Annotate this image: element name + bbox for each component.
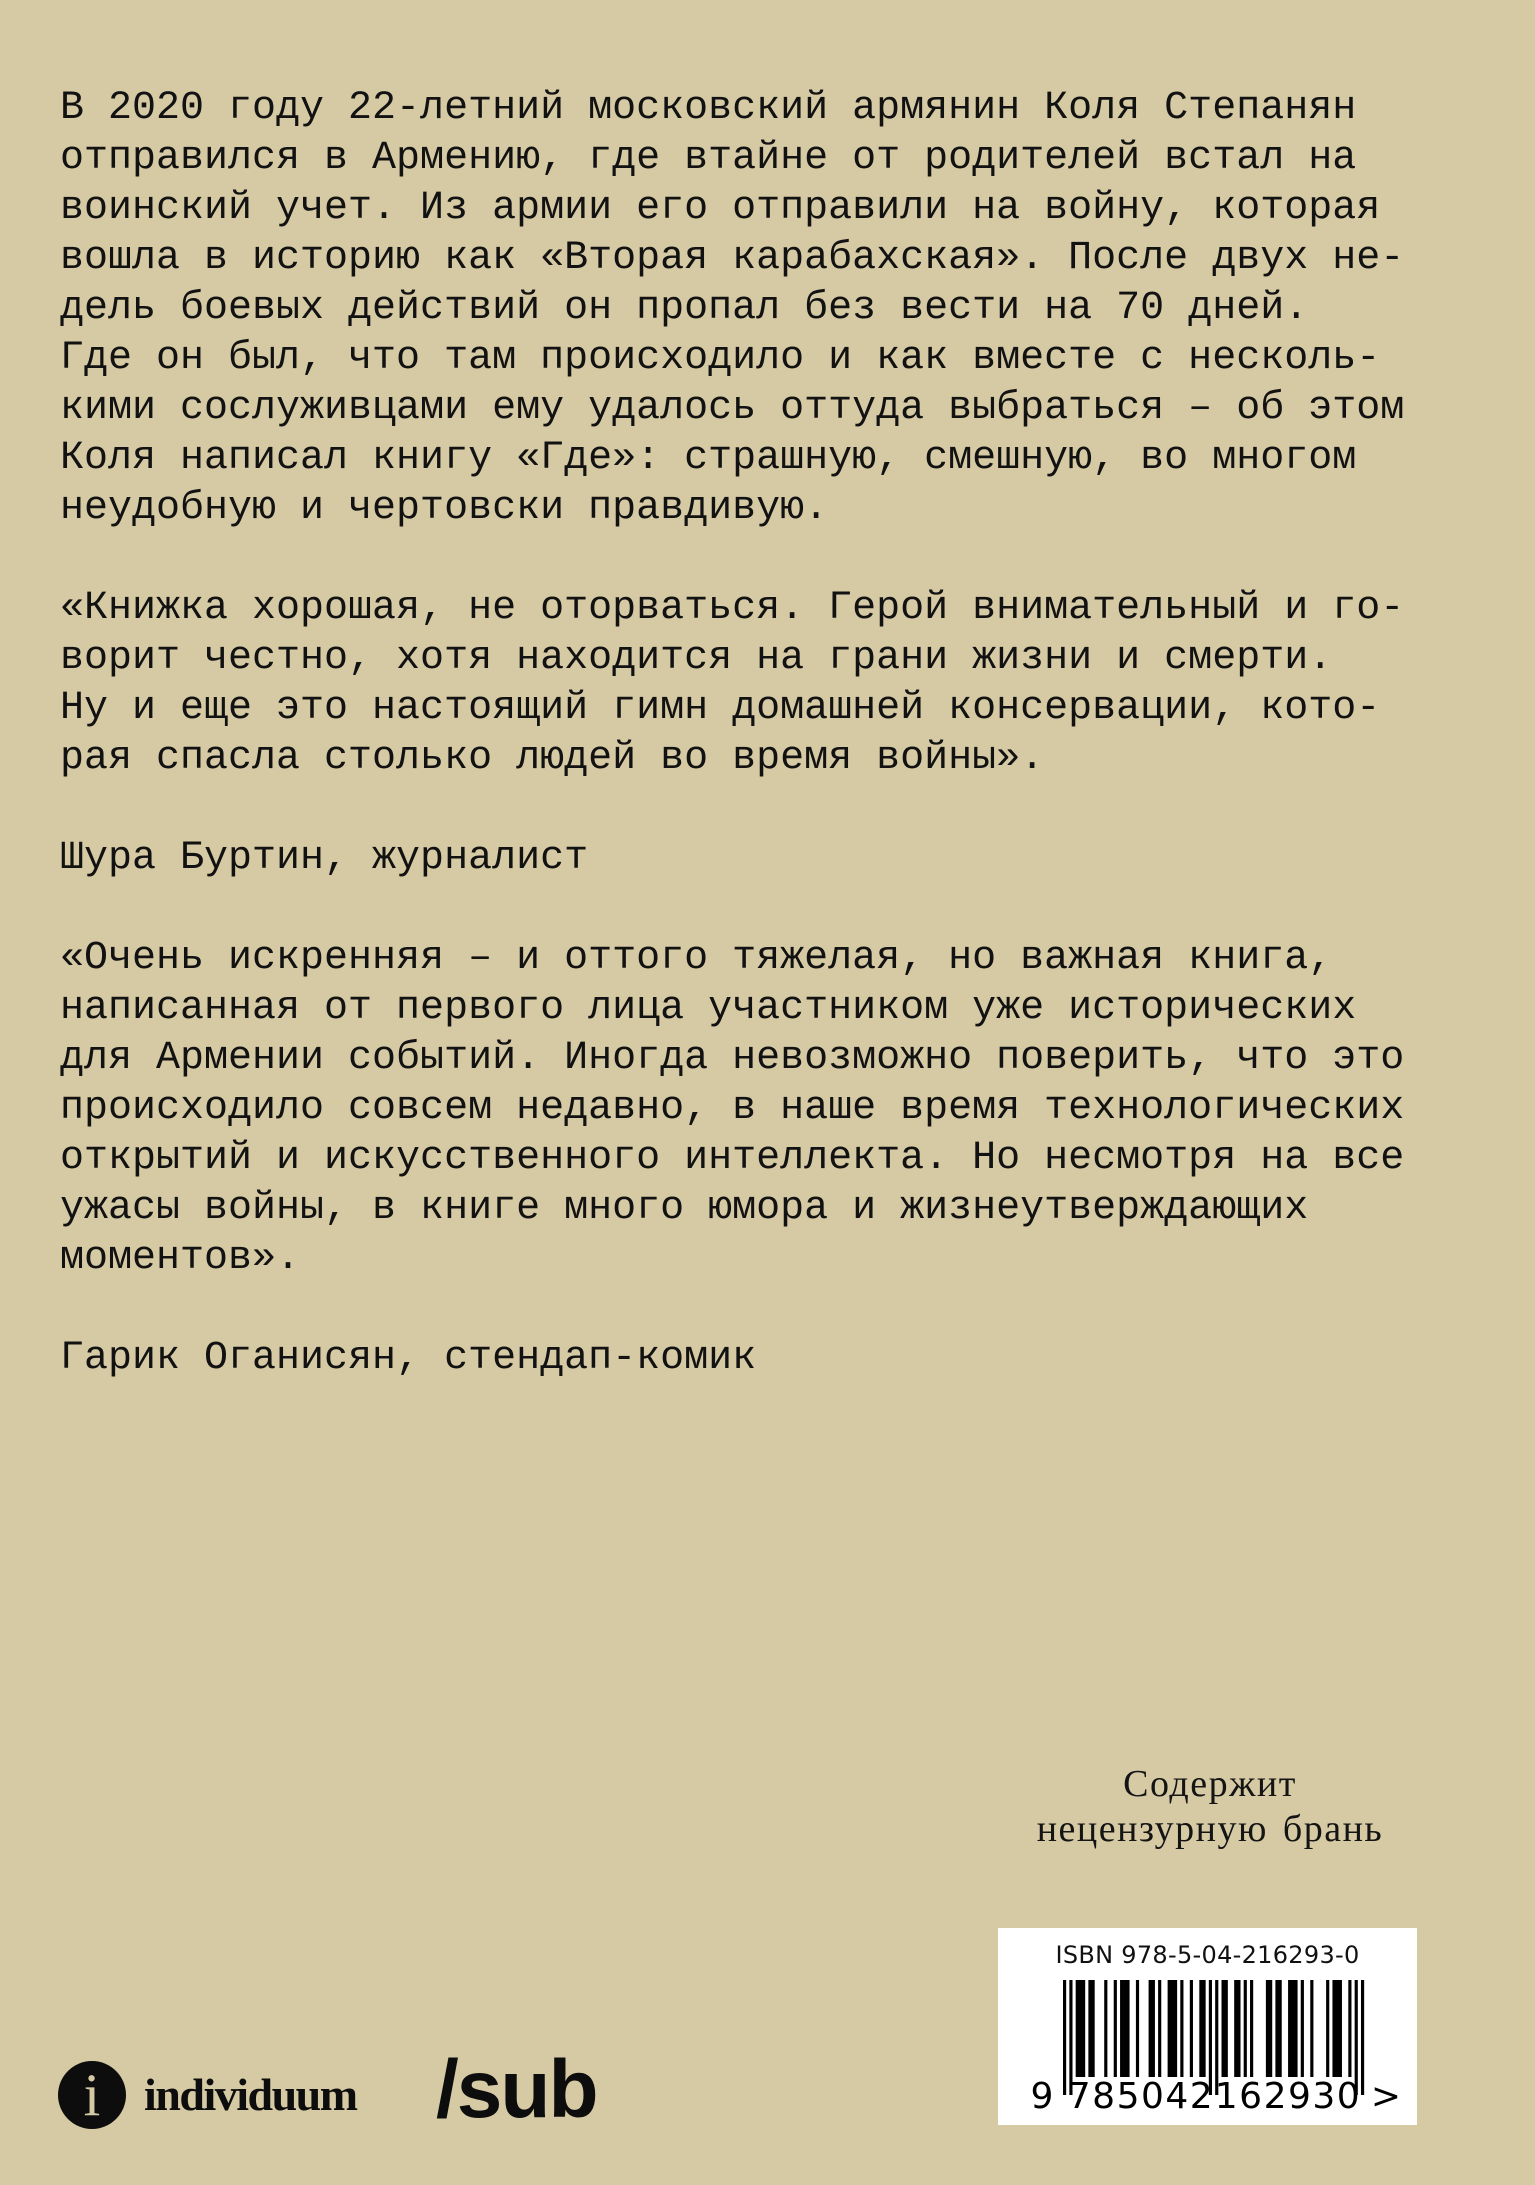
- paragraph-spacer: [60, 534, 1460, 584]
- individuum-wordmark: individuum: [144, 2069, 357, 2120]
- description-line: неудобную и чертовски правдивую.: [60, 486, 829, 531]
- quote-line: ворит честно, хотя находится на грани жизни и смерти.: [60, 636, 1333, 681]
- description-line: дель боевых действий он пропал без вести на 70 дней.: [60, 286, 1309, 331]
- quote-line: Ну и еще это настоящий гимн домашней консервации, кото-: [60, 686, 1381, 731]
- description-line: Где он был, что там происходило и как вместе с несколь-: [60, 336, 1381, 381]
- quote-line: для Армении событий. Иногда невозможно поверить, что это: [60, 1036, 1405, 1081]
- quote-line: «Книжка хорошая, не оторваться. Герой внимательный и го-: [60, 586, 1405, 631]
- description-line: вошла в историю как «Вторая карабахская». После двух не-: [60, 236, 1405, 281]
- description-paragraph: [60, 84, 1460, 534]
- profanity-warning: [990, 1762, 1430, 1852]
- paragraph-spacer: [60, 884, 1460, 934]
- quote-line: происходило совсем недавно, в наше время технологических: [60, 1086, 1405, 1131]
- quote-line: моментов».: [60, 1236, 301, 1281]
- paragraph-spacer: [60, 1284, 1460, 1334]
- isbn-barcode-block: [998, 1928, 1417, 2125]
- paragraph-spacer: [60, 784, 1460, 834]
- sub-imprint-logo: /sub: [436, 2044, 597, 2135]
- quote-line: ужасы войны, в книге много юмора и жизнеутверждающих: [60, 1186, 1309, 1231]
- barcode-icon: [998, 1928, 1417, 2125]
- individuum-publisher-logo: [58, 2060, 357, 2130]
- description-line: воинский учет. Из армии его отправили на войну, которая: [60, 186, 1381, 231]
- quote-line: открытий и искусственного интеллекта. Но несмотря на все: [60, 1136, 1405, 1181]
- description-line: отправился в Армению, где втайне от родителей встал на: [60, 136, 1357, 181]
- warning-line: Содержит: [1123, 1763, 1297, 1805]
- quote-line: «Очень искренняя – и оттого тяжелая, но важная книга,: [60, 936, 1333, 981]
- review-author: Шура Буртин, журналист: [60, 836, 589, 881]
- barcode-first-digit: 9: [1030, 2076, 1054, 2117]
- barcode-right-digits: 162930: [1214, 2076, 1362, 2117]
- description-line: Коля написал книгу «Где»: страшную, смешную, во многом: [60, 436, 1357, 481]
- review-author: Гарик Оганисян, стендап-комик: [60, 1336, 757, 1381]
- description-line: кими сослуживцами ему удалось оттуда выбраться – об этом: [60, 386, 1405, 431]
- review-quote: [60, 584, 1460, 784]
- quote-line: рая спасла столько людей во время войны».: [60, 736, 1045, 781]
- review-quote: [60, 934, 1460, 1284]
- barcode-left-digits: 785042: [1067, 2076, 1215, 2117]
- isbn-label: ISBN 978-5-04-216293-0: [1055, 1941, 1360, 1969]
- barcode-quiet-zone-marker: >: [1370, 2076, 1402, 2117]
- warning-line: нецензурную брань: [1036, 1808, 1384, 1850]
- description-line: В 2020 году 22-летний московский армянин Коля Степанян: [60, 86, 1357, 131]
- i-circle-logo-icon: i: [58, 2061, 126, 2129]
- back-cover-text: [60, 84, 1460, 1384]
- quote-line: написанная от первого лица участником уже исторических: [60, 986, 1357, 1031]
